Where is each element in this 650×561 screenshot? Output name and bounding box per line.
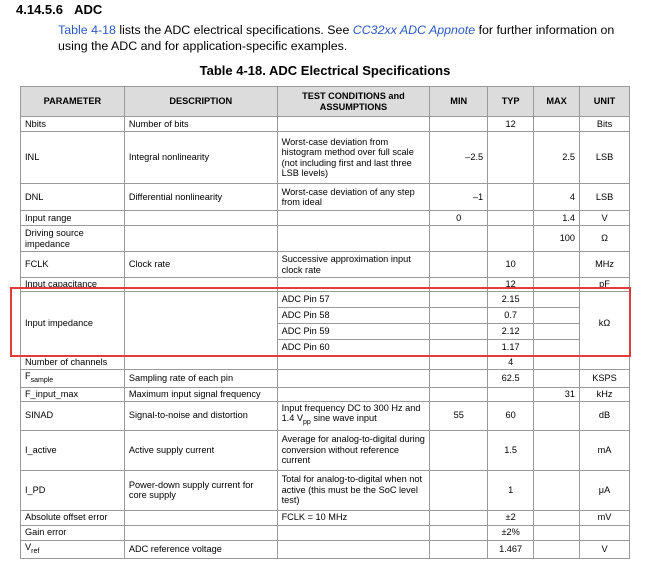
cond-cell bbox=[277, 387, 430, 401]
table-row bbox=[21, 278, 630, 292]
typ-cell: 0.7 bbox=[488, 308, 534, 324]
unit-cell: Ω bbox=[580, 226, 630, 252]
header-cell: TYP bbox=[488, 87, 534, 117]
cond-text-2: sine wave input bbox=[310, 413, 377, 424]
typ-cell: 62.5 bbox=[488, 369, 534, 387]
adc-spec-table bbox=[20, 86, 630, 559]
unit-cell: Bits bbox=[580, 117, 630, 132]
max-cell bbox=[534, 308, 580, 324]
unit-cell: KSPS bbox=[580, 369, 630, 387]
unit-cell: kΩ bbox=[580, 292, 630, 356]
param-cell: I_PD bbox=[21, 470, 125, 510]
typ-cell: 2.15 bbox=[488, 292, 534, 308]
desc-cell bbox=[124, 278, 277, 292]
desc-cell bbox=[124, 525, 277, 540]
cond-cell: Average for analog-to-digital during conversion without reference current bbox=[277, 430, 430, 470]
max-cell bbox=[534, 356, 580, 370]
cond-cell bbox=[277, 356, 430, 370]
unit-cell bbox=[580, 525, 630, 540]
max-cell: 100 bbox=[534, 226, 580, 252]
param-main: V bbox=[25, 541, 32, 552]
param-cell: Nbits bbox=[21, 117, 125, 132]
min-cell bbox=[430, 308, 488, 324]
typ-cell: 1 bbox=[488, 470, 534, 510]
header-row bbox=[21, 87, 630, 117]
cond-cell bbox=[277, 401, 430, 430]
min-cell bbox=[430, 340, 488, 356]
table-row bbox=[21, 470, 630, 510]
typ-cell: ±2 bbox=[488, 510, 534, 525]
table-row bbox=[21, 211, 630, 226]
min-cell bbox=[430, 324, 488, 340]
desc-cell: Clock rate bbox=[124, 252, 277, 278]
max-cell: 4 bbox=[534, 184, 580, 211]
cond-cell bbox=[277, 211, 430, 226]
cond-cell bbox=[277, 278, 430, 292]
cond-cell: Worst-case deviation from histogram method over full scale (not including first and last three LSB levels) bbox=[277, 132, 430, 184]
param-cell bbox=[21, 369, 125, 387]
typ-cell bbox=[488, 387, 534, 401]
appnote-link[interactable]: CC32xx ADC Appnote bbox=[352, 23, 476, 37]
min-cell: 0 bbox=[430, 211, 488, 226]
table-row bbox=[21, 117, 630, 132]
cond-cell: ADC Pin 60 bbox=[277, 340, 430, 356]
desc-cell bbox=[124, 356, 277, 370]
param-cell: Input capacitance bbox=[21, 278, 125, 292]
desc-cell: Power-down supply current for core supply bbox=[124, 470, 277, 510]
desc-cell bbox=[124, 211, 277, 226]
min-cell: –2.5 bbox=[430, 132, 488, 184]
cond-cell bbox=[277, 226, 430, 252]
unit-cell: mV bbox=[580, 510, 630, 525]
desc-cell: Active supply current bbox=[124, 430, 277, 470]
section-title: ADC bbox=[74, 2, 103, 17]
max-cell bbox=[534, 525, 580, 540]
max-cell: 2.5 bbox=[534, 132, 580, 184]
typ-cell: 1.5 bbox=[488, 430, 534, 470]
cond-cell bbox=[277, 540, 430, 558]
table-row bbox=[21, 252, 630, 278]
unit-cell: μA bbox=[580, 470, 630, 510]
desc-cell: ADC reference voltage bbox=[124, 540, 277, 558]
section-heading bbox=[16, 2, 110, 17]
table-row-impedance bbox=[21, 292, 630, 308]
cond-cell: FCLK = 10 MHz bbox=[277, 510, 430, 525]
param-cell: DNL bbox=[21, 184, 125, 211]
param-cell: Absolute offset error bbox=[21, 510, 125, 525]
desc-cell: Integral nonlinearity bbox=[124, 132, 277, 184]
typ-cell bbox=[488, 211, 534, 226]
typ-cell: 1.467 bbox=[488, 540, 534, 558]
cond-subscript: pp bbox=[303, 419, 311, 427]
desc-cell: Signal-to-noise and distortion bbox=[124, 401, 277, 430]
min-cell bbox=[430, 117, 488, 132]
header-cell: TEST CONDITIONS and ASSUMPTIONS bbox=[277, 87, 430, 117]
header-cell: MIN bbox=[430, 87, 488, 117]
min-cell bbox=[430, 252, 488, 278]
param-cell: SINAD bbox=[21, 401, 125, 430]
unit-cell: LSB bbox=[580, 184, 630, 211]
typ-cell: 12 bbox=[488, 278, 534, 292]
typ-cell: 2.12 bbox=[488, 324, 534, 340]
max-cell bbox=[534, 510, 580, 525]
param-cell bbox=[21, 540, 125, 558]
param-cell: Input impedance bbox=[21, 292, 125, 356]
typ-cell: 10 bbox=[488, 252, 534, 278]
max-cell bbox=[534, 401, 580, 430]
header-cell: UNIT bbox=[580, 87, 630, 117]
param-cell: Input range bbox=[21, 211, 125, 226]
unit-cell: LSB bbox=[580, 132, 630, 184]
cond-cell: ADC Pin 59 bbox=[277, 324, 430, 340]
param-main: F bbox=[25, 370, 31, 381]
max-cell bbox=[534, 430, 580, 470]
table-row bbox=[21, 510, 630, 525]
param-cell: F_input_max bbox=[21, 387, 125, 401]
table-row bbox=[21, 356, 630, 370]
typ-cell: 60 bbox=[488, 401, 534, 430]
min-cell bbox=[430, 278, 488, 292]
param-cell: I_active bbox=[21, 430, 125, 470]
table-row bbox=[21, 184, 630, 211]
unit-cell: mA bbox=[580, 430, 630, 470]
param-cell: FCLK bbox=[21, 252, 125, 278]
cond-cell bbox=[277, 369, 430, 387]
max-cell bbox=[534, 470, 580, 510]
desc-cell: Maximum input signal frequency bbox=[124, 387, 277, 401]
max-cell: 31 bbox=[534, 387, 580, 401]
header-cell: PARAMETER bbox=[21, 87, 125, 117]
min-cell bbox=[430, 369, 488, 387]
intro-text-2: for further information on using the ADC and for application-specific examples. bbox=[58, 23, 615, 53]
unit-cell: V bbox=[580, 211, 630, 226]
desc-cell bbox=[124, 510, 277, 525]
min-cell: 55 bbox=[430, 401, 488, 430]
intro-text-1: lists the ADC electrical specifications. See bbox=[115, 23, 353, 37]
cond-cell: Worst-case deviation of any step from ideal bbox=[277, 184, 430, 211]
max-cell bbox=[534, 278, 580, 292]
unit-cell: pF bbox=[580, 278, 630, 292]
cond-cell: Total for analog-to-digital when not active (this must be the SoC level test) bbox=[277, 470, 430, 510]
param-cell: Number of channels bbox=[21, 356, 125, 370]
min-cell bbox=[430, 430, 488, 470]
unit-cell: V bbox=[580, 540, 630, 558]
param-cell: Gain error bbox=[21, 525, 125, 540]
unit-cell: dB bbox=[580, 401, 630, 430]
min-cell bbox=[430, 226, 488, 252]
param-cell: INL bbox=[21, 132, 125, 184]
table-row bbox=[21, 369, 630, 387]
typ-cell: 12 bbox=[488, 117, 534, 132]
max-cell bbox=[534, 324, 580, 340]
max-cell bbox=[534, 252, 580, 278]
table-row bbox=[21, 387, 630, 401]
min-cell bbox=[430, 470, 488, 510]
min-cell bbox=[430, 510, 488, 525]
min-cell bbox=[430, 525, 488, 540]
max-cell bbox=[534, 369, 580, 387]
param-cell: Driving source impedance bbox=[21, 226, 125, 252]
param-subscript: ref bbox=[31, 547, 40, 555]
header-cell: MAX bbox=[534, 87, 580, 117]
typ-cell bbox=[488, 184, 534, 211]
desc-cell bbox=[124, 292, 277, 356]
desc-cell: Number of bits bbox=[124, 117, 277, 132]
table-caption: Table 4-18. ADC Electrical Specifications bbox=[199, 63, 451, 78]
desc-cell: Sampling rate of each pin bbox=[124, 369, 277, 387]
table-row bbox=[21, 430, 630, 470]
table-row bbox=[21, 540, 630, 558]
typ-cell: ±2% bbox=[488, 525, 534, 540]
section-number: 4.14.5.6 bbox=[16, 2, 63, 17]
table-row bbox=[21, 132, 630, 184]
cond-cell: Successive approximation input clock rate bbox=[277, 252, 430, 278]
typ-cell bbox=[488, 226, 534, 252]
max-cell bbox=[534, 292, 580, 308]
typ-cell: 1.17 bbox=[488, 340, 534, 356]
typ-cell: 4 bbox=[488, 356, 534, 370]
cond-cell bbox=[277, 117, 430, 132]
unit-cell: kHz bbox=[580, 387, 630, 401]
param-subscript: sample bbox=[30, 376, 54, 384]
min-cell bbox=[430, 292, 488, 308]
table-row bbox=[21, 401, 630, 430]
max-cell bbox=[534, 540, 580, 558]
cond-cell: ADC Pin 57 bbox=[277, 292, 430, 308]
cond-cell bbox=[277, 525, 430, 540]
min-cell: –1 bbox=[430, 184, 488, 211]
table-row bbox=[21, 525, 630, 540]
intro-paragraph bbox=[58, 22, 636, 54]
cond-cell: ADC Pin 58 bbox=[277, 308, 430, 324]
desc-cell: Differential nonlinearity bbox=[124, 184, 277, 211]
typ-cell bbox=[488, 132, 534, 184]
table-row bbox=[21, 226, 630, 252]
desc-cell bbox=[124, 226, 277, 252]
unit-cell bbox=[580, 356, 630, 370]
min-cell bbox=[430, 540, 488, 558]
unit-cell: MHz bbox=[580, 252, 630, 278]
max-cell: 1.4 bbox=[534, 211, 580, 226]
max-cell bbox=[534, 340, 580, 356]
table-ref-link[interactable]: Table 4-18 bbox=[58, 23, 116, 37]
min-cell bbox=[430, 387, 488, 401]
min-cell bbox=[430, 356, 488, 370]
max-cell bbox=[534, 117, 580, 132]
cond-text-1: Input frequency DC to 300 Hz and 1.4 V bbox=[281, 402, 421, 424]
header-cell: DESCRIPTION bbox=[124, 87, 277, 117]
